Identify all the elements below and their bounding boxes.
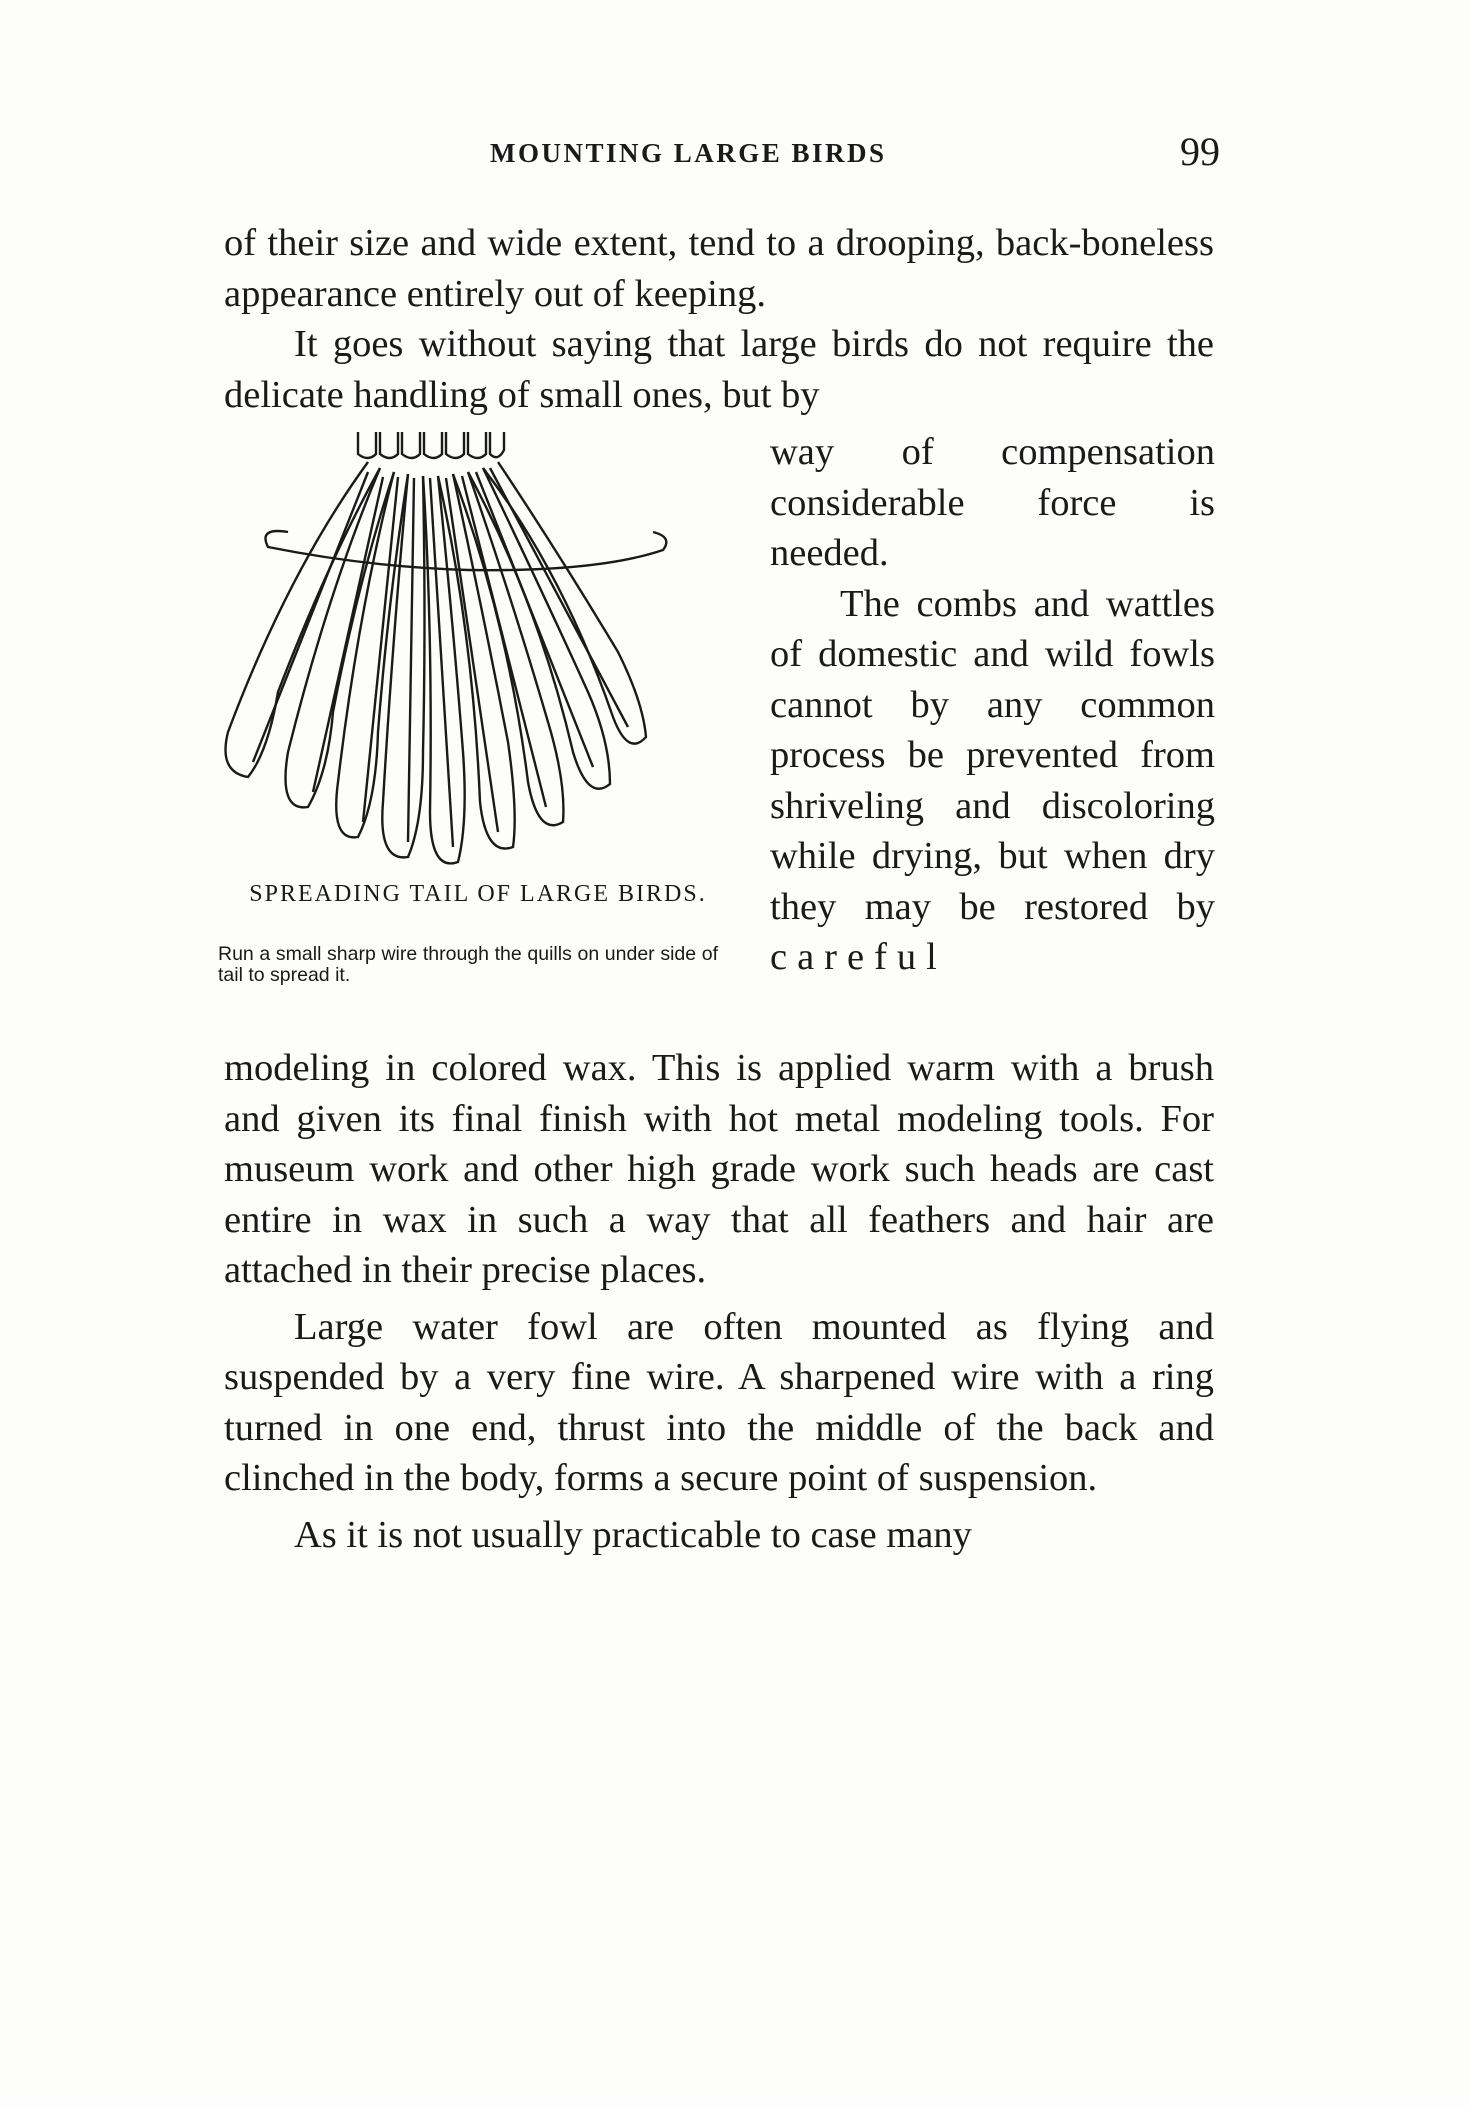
feather — [226, 462, 381, 777]
quill-tops — [358, 432, 504, 458]
paragraph-casing: As it is not usually practicable to case many — [294, 1513, 972, 1556]
feather — [483, 462, 646, 744]
page-header — [220, 128, 1220, 178]
feather — [382, 474, 424, 857]
figure-spreading-tail — [218, 432, 738, 1052]
paragraph-large-birds-handling: It goes without saying that large birds do not require the delicate handling of small ones, but by — [224, 323, 1214, 416]
combs-text-careful: careful — [770, 936, 947, 978]
running-head: MOUNTING LARGE BIRDS — [490, 138, 887, 168]
paragraph-water-fowl: Large water fowl are often mounted as flying and suspended by a very fine wire. A sharpened wire with a ring turned in one end, thrust into the middle of the back and clinched in the body, forms a secure point of suspension. — [224, 1305, 1214, 1499]
page-number: 99 — [1180, 129, 1220, 174]
text-block-bottom — [224, 1043, 1214, 1560]
side-paragraph-compensation: way of compensation considerable force is needed. — [770, 431, 1215, 574]
tail-feathers-illustration — [218, 432, 738, 872]
combs-text-mid: shriveling and discoloring while drying, but when dry they may be restored by — [770, 784, 1215, 928]
paragraph-wax-modeling: modeling in colored wax. This is applied warm with a brush and given its final finish with hot metal modeling tools. For museum work and other high grade work such heads are cast entire in wax in such a way that all feathers and hair are attached in their precise places. — [224, 1047, 1214, 1291]
text-block-top — [224, 218, 1214, 420]
figure-caption-title: SPREADING TAIL OF LARGE BIRDS. — [249, 881, 707, 907]
combs-text-be: be prevented from — [907, 734, 1215, 776]
side-column-text — [770, 427, 1215, 983]
side-paragraph-combs — [770, 579, 1215, 983]
feather — [423, 476, 465, 863]
figure-caption-note: Run a small sharp wire through the quills on under side of tail to spread it. — [218, 943, 718, 986]
combs-text-start: The combs and wattles of domestic and wild fowls cannot by any common process — [770, 582, 1215, 776]
paragraph-continued: of their size and wide extent, tend to a drooping, back-boneless appearance entirely out of keeping. — [224, 222, 1214, 315]
